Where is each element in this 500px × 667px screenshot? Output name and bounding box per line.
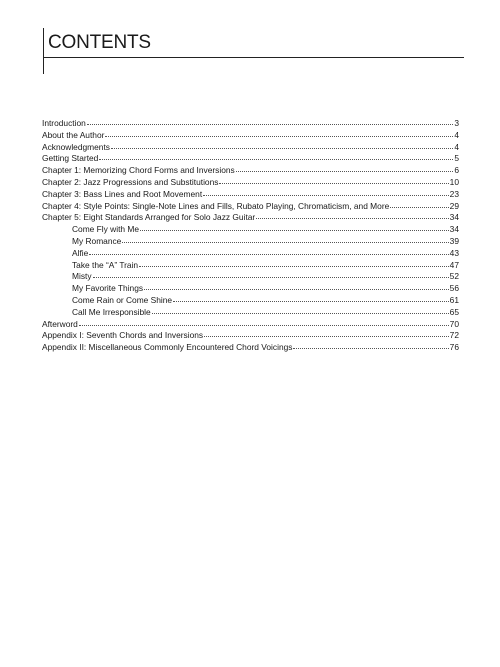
toc-page-number: 3	[454, 118, 459, 128]
toc-page-number: 61	[449, 294, 459, 305]
toc-dot-leader	[293, 341, 448, 349]
toc-dot-leader	[390, 200, 448, 208]
toc-page-number: 23	[449, 188, 459, 199]
toc-entry-title: Getting Started	[42, 153, 99, 164]
toc-page-number: 4	[454, 141, 459, 152]
table-of-contents	[42, 118, 459, 354]
toc-dot-leader	[236, 164, 454, 172]
toc-page-number: 34	[449, 212, 459, 223]
toc-page-number: 65	[449, 306, 459, 317]
toc-entry-title: Afterword	[42, 318, 78, 329]
toc-entry-title: Misty	[72, 271, 92, 282]
toc-entry-title: My Romance	[72, 235, 122, 246]
toc-page-number: 5	[454, 153, 459, 164]
page-header	[0, 0, 500, 80]
toc-page-number: 4	[454, 129, 459, 140]
toc-dot-leader	[93, 270, 449, 278]
toc-page-number: 39	[449, 235, 459, 246]
toc-entry-title: Chapter 2: Jazz Progressions and Substitutions	[42, 176, 219, 187]
header-horizontal-rule	[43, 57, 464, 58]
toc-entry-title: Come Fly with Me	[72, 224, 140, 235]
toc-page-number: 70	[449, 318, 459, 329]
toc-dot-leader	[219, 176, 448, 184]
toc-page-number: 6	[454, 165, 459, 176]
toc-dot-leader	[111, 141, 453, 149]
toc-dot-leader	[204, 329, 449, 337]
toc-page-number: 34	[449, 224, 459, 235]
toc-page-number: 76	[449, 342, 459, 353]
toc-entry-title: Call Me Irresponsible	[72, 306, 151, 317]
toc-dot-leader	[122, 235, 448, 243]
toc-entry-title: Chapter 4: Style Points: Single-Note Lines and Fills, Rubato Playing, Chromaticism, and More	[42, 200, 390, 211]
toc-entry-title: Chapter 1: Memorizing Chord Forms and Inversions	[42, 165, 235, 176]
toc-dot-leader	[87, 117, 454, 125]
toc-page-number: 43	[449, 247, 459, 258]
toc-entry-title: Come Rain or Come Shine	[72, 294, 173, 305]
toc-entry-title: Take the “A” Train	[72, 259, 139, 270]
toc-entry-title: Introduction	[42, 118, 86, 128]
toc-dot-leader	[140, 223, 449, 231]
toc-entry-title: My Favorite Things	[72, 283, 144, 294]
page-title: CONTENTS	[48, 32, 151, 53]
toc-dot-leader	[89, 247, 448, 255]
toc-page-number: 29	[449, 200, 459, 211]
toc-dot-leader	[79, 318, 449, 326]
toc-dot-leader	[203, 188, 449, 196]
toc-entry-title: Chapter 3: Bass Lines and Root Movement	[42, 188, 203, 199]
toc-page-number: 56	[449, 283, 459, 294]
toc-entry[interactable]	[42, 342, 459, 354]
toc-dot-leader	[152, 306, 449, 314]
header-vertical-rule	[43, 28, 44, 74]
toc-dot-leader	[105, 129, 453, 137]
toc-dot-leader	[139, 259, 449, 267]
toc-entry-title: Appendix II: Miscellaneous Commonly Encountered Chord Voicings	[42, 342, 293, 353]
toc-entry-title: Chapter 5: Eight Standards Arranged for Solo Jazz Guitar	[42, 212, 256, 223]
toc-entry-title: About the Author	[42, 129, 105, 140]
toc-dot-leader	[99, 152, 453, 160]
toc-dot-leader	[144, 282, 449, 290]
toc-dot-leader	[173, 294, 449, 302]
toc-page-number: 72	[449, 330, 459, 341]
toc-entry-title: Appendix I: Seventh Chords and Inversions	[42, 330, 204, 341]
toc-page-number: 47	[449, 259, 459, 270]
toc-page-number: 10	[449, 176, 459, 187]
toc-entry-title: Alfie	[72, 247, 89, 258]
toc-entry-title: Acknowledgments	[42, 141, 110, 152]
toc-dot-leader	[256, 211, 448, 219]
toc-page-number: 52	[449, 271, 459, 282]
